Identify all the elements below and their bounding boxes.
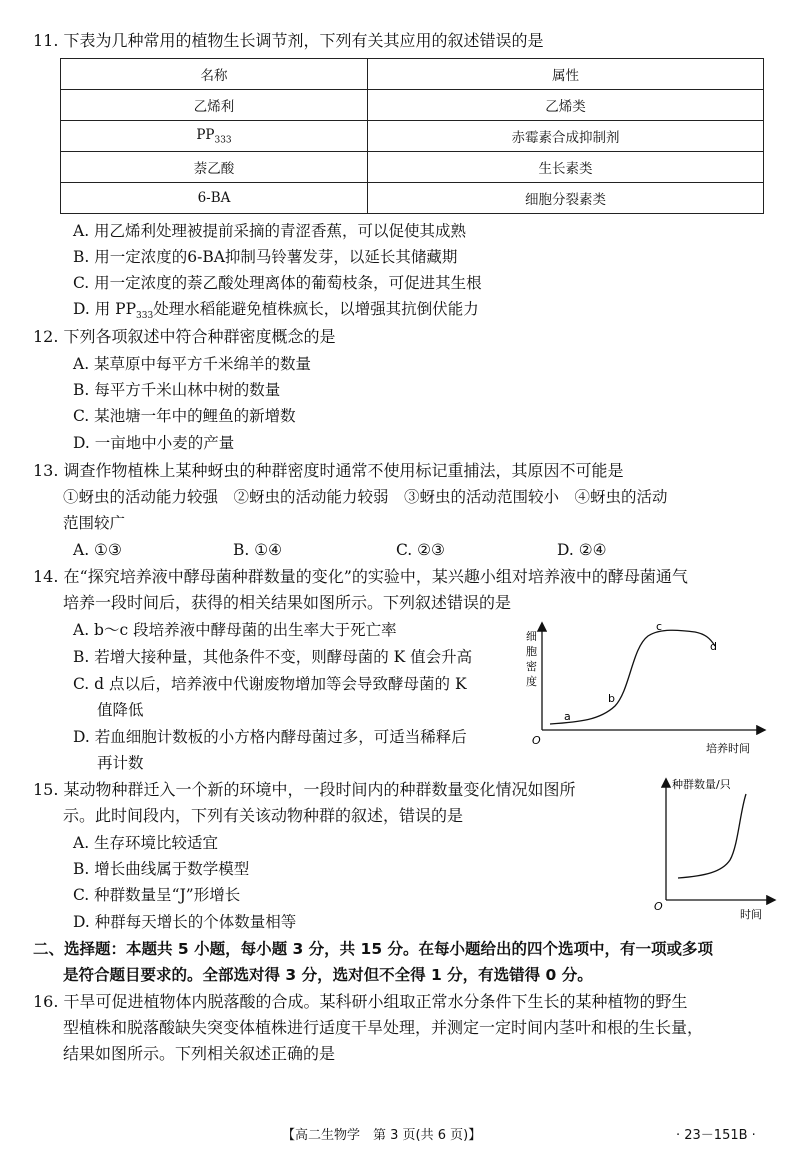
table-row: [61, 121, 764, 152]
page-footer-right: · 23－151B ·: [676, 1128, 756, 1143]
q15-stem-line2: 示。此时间段内，下列有关该动物种群的叙述，错误的是: [63, 806, 464, 825]
q11-option-d-post: 处理水稻能避免植株疯长，以增强其抗倒伏能力: [153, 300, 479, 318]
q15-option-a: A. 生存环境比较适宜: [73, 834, 219, 852]
pp-subscript: 333: [214, 135, 232, 146]
xlabel: 培养时间: [706, 742, 750, 755]
table-cell: 6-BA: [61, 183, 368, 214]
j-curve-figure: [650, 772, 780, 922]
q11-option-d-pre: D. 用 PP: [73, 300, 137, 318]
q13-option-d: D. ②④: [557, 541, 607, 559]
q14-stem-line1: 14. 在“探究培养液中酵母菌种群数量的变化”的实验中，某兴趣小组对培养液中的酵母菌通气: [33, 567, 688, 586]
section2-line2: 是符合题目要求的。全部选对得 3 分，选对但不全得 1 分，有选错得 0 分。: [63, 966, 593, 984]
q12-option-b: B. 每平方千米山林中树的数量: [73, 381, 281, 399]
q13-line3: 范围较广: [63, 514, 126, 532]
q14-option-c1: C. d 点以后，培养液中代谢废物增加等会导致酵母菌的 K: [73, 675, 467, 693]
q14-stem-line2: 培养一段时间后，获得的相关结果如图所示。下列叙述错误的是: [63, 593, 512, 612]
q13-line2: ①蚜虫的活动能力较强 ②蚜虫的活动能力较弱 ③蚜虫的活动范围较小 ④蚜虫的活动: [63, 488, 668, 506]
q11-stem: 11. 下表为几种常用的植物生长调节剂，下列有关其应用的叙述错误的是: [33, 31, 544, 50]
q13-stem: 13. 调查作物植株上某种蚜虫的种群密度时通常不使用标记重捕法，其原因不可能是: [33, 461, 624, 480]
q11-option-d-sub: 333: [136, 311, 154, 322]
ylabel: 种群数量/只: [672, 778, 731, 791]
q15-stem-line1: 15. 某动物种群迁入一个新的环境中，一段时间内的种群数量变化情况如图所: [33, 780, 576, 799]
origin-label: O: [654, 900, 663, 913]
table-cell: 生长素类: [368, 152, 764, 183]
table-cell-pp: [61, 121, 368, 152]
table-row: [61, 183, 764, 214]
xlabel: 时间: [740, 908, 762, 921]
page-footer-center: 【高二生物学 第 3 页(共 6 页)】: [282, 1128, 482, 1143]
regulator-table: [60, 58, 764, 214]
point-b-label: b: [608, 692, 615, 705]
table-row: [61, 90, 764, 121]
point-c-label: c: [656, 620, 663, 633]
q11-option-a: A. 用乙烯利处理被提前采摘的青涩香蕉，可以促使其成熟: [73, 222, 467, 240]
ylabel-char: 胞: [526, 645, 537, 658]
q14-option-d2: 再计数: [97, 754, 144, 772]
table-row: [61, 152, 764, 183]
q14-option-d1: D. 若血细胞计数板的小方格内酵母菌过多，可适当稀释后: [73, 728, 467, 746]
q13-option-b: B. ①④: [233, 541, 283, 559]
q14-option-c2: 值降低: [97, 701, 144, 719]
table-header-row: [61, 59, 764, 90]
q16-line1: 16. 干旱可促进植物体内脱落酸的合成。某科研小组取正常水分条件下生长的某种植物的野生: [33, 992, 688, 1011]
q11-option-b: B. 用一定浓度的6-BA抑制马铃薯发芽，以延长其储藏期: [73, 248, 458, 266]
j-curve: [678, 794, 746, 878]
q12-option-a: A. 某草原中每平方千米绵羊的数量: [73, 355, 312, 373]
q13-option-a: A. ①③: [73, 541, 122, 559]
point-a-label: a: [564, 710, 571, 723]
table-header-name: 名称: [61, 59, 368, 90]
table-cell: 细胞分裂素类: [368, 183, 764, 214]
q12-option-d: D. 一亩地中小麦的产量: [73, 434, 235, 452]
q16-line2: 型植株和脱落酸缺失突变体植株进行适度干旱处理，并测定一定时间内茎叶和根的生长量，: [63, 1018, 704, 1037]
origin-label: O: [532, 734, 541, 747]
q15-option-d: D. 种群每天增长的个体数量相等: [73, 913, 297, 931]
q15-option-b: B. 增长曲线属于数学模型: [73, 860, 250, 878]
yeast-growth-figure: [520, 618, 770, 758]
q14-option-b: B. 若增大接种量，其他条件不变，则酵母菌的 K 值会升高: [73, 648, 473, 666]
s-curve: [550, 630, 715, 724]
table-cell: 萘乙酸: [61, 152, 368, 183]
q12-stem: 12. 下列各项叙述中符合种群密度概念的是: [33, 327, 336, 346]
q11-option-c: C. 用一定浓度的萘乙酸处理离体的葡萄枝条，可促进其生根: [73, 274, 482, 292]
table-cell: 乙烯类: [368, 90, 764, 121]
table-cell: 赤霉素合成抑制剂: [368, 121, 764, 152]
ylabel-char: 度: [526, 675, 537, 688]
section2-line1: 二、选择题：本题共 5 小题，每小题 3 分，共 15 分。在每小题给出的四个选项中，有一项或多项: [33, 940, 714, 958]
q11-option-d: [73, 298, 479, 327]
pp-text: PP: [196, 126, 215, 143]
q16-line3: 结果如图所示。下列相关叙述正确的是: [63, 1044, 336, 1063]
q13-option-c: C. ②③: [396, 541, 445, 559]
table-cell: 乙烯利: [61, 90, 368, 121]
ylabel-char: 细: [526, 630, 537, 643]
ylabel-char: 密: [526, 660, 537, 673]
q14-option-a: A. b～c 段培养液中酵母菌的出生率大于死亡率: [73, 621, 397, 639]
q12-option-c: C. 某池塘一年中的鲤鱼的新增数: [73, 407, 296, 425]
point-d-label: d: [710, 640, 717, 653]
q15-option-c: C. 种群数量呈“J”形增长: [73, 886, 241, 904]
table-header-property: 属性: [368, 59, 764, 90]
